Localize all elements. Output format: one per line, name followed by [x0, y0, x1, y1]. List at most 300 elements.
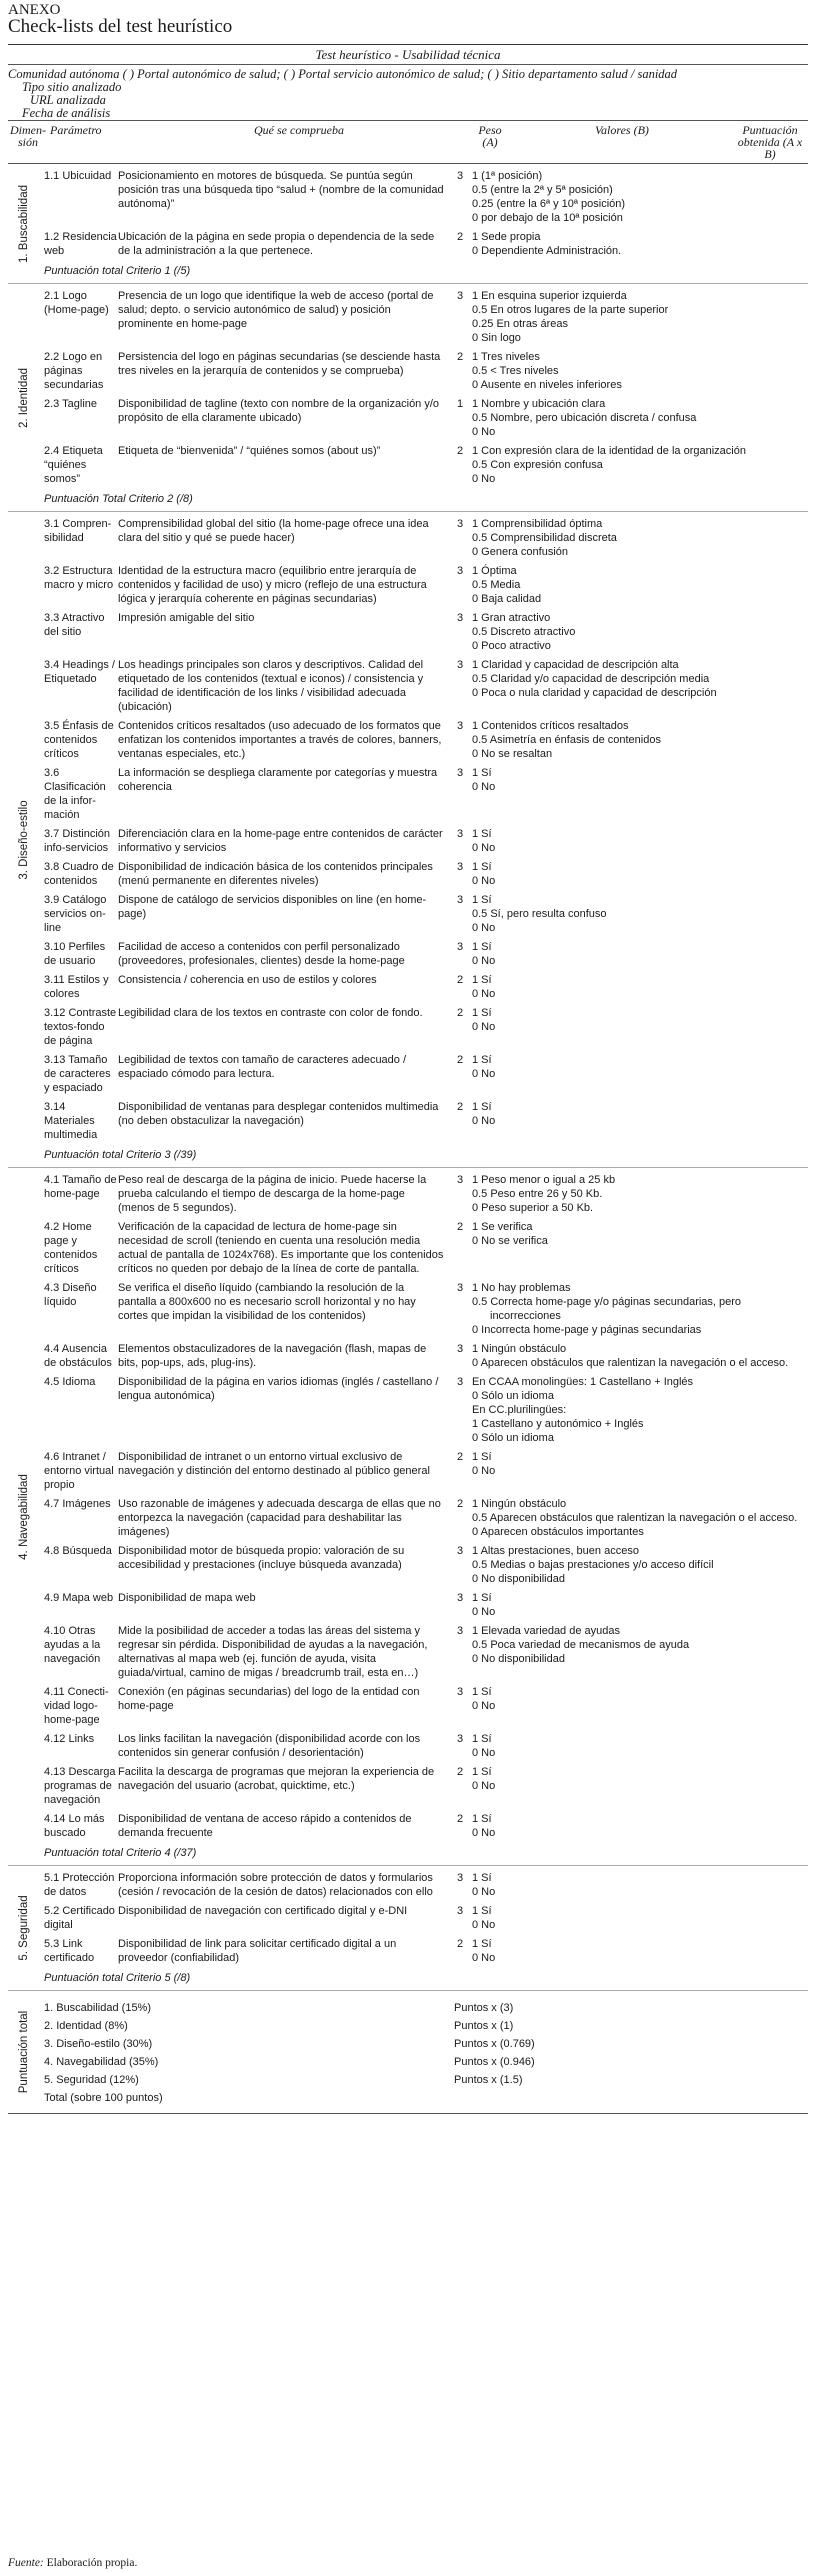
parametro-cell: 3.10 Perfiles de usuario: [44, 941, 106, 967]
que-cell: Impresión amigable del sitio: [118, 612, 255, 624]
criterion-body: [40, 284, 808, 511]
totals-body: [40, 1991, 808, 2113]
valor-line: 0.25 En otras áreas: [472, 318, 569, 330]
valor-line: 1 Tres niveles: [472, 351, 540, 363]
valor-line: 0 No: [472, 1606, 496, 1618]
total-label: 5. Seguridad (12%): [44, 2074, 139, 2086]
total-row: [40, 1999, 808, 2017]
que-cell: Los links facilitan la navegación (disponibilidad acorde con los contenidos sin generar confusión / desorientación): [118, 1733, 421, 1759]
table-row: [40, 1370, 808, 1445]
valor-line: 0 No: [472, 1747, 496, 1759]
valor-line: 1 Sí: [472, 1905, 492, 1917]
valores-cell: [468, 169, 808, 225]
criterion-section: [8, 284, 808, 512]
parametro-cell: 3.8 Cuadro de contenidos: [44, 861, 114, 887]
table-row: [40, 439, 808, 486]
valores-cell: [468, 1342, 808, 1370]
valor-line: 0 Genera confusión: [472, 546, 569, 558]
valor-line: 0 Dependiente Administración.: [472, 245, 622, 257]
valor-line: 0.5 Comprensibilidad discreta: [472, 532, 617, 544]
parametro-cell: 4.7 Imágenes: [44, 1498, 111, 1510]
valor-line: 0.5 Asimetría en énfasis de contenidos: [472, 734, 661, 746]
valor-line: 1 En esquina superior izquierda: [472, 290, 627, 302]
dimension-label: Puntuación total: [18, 2010, 30, 2094]
source-label: Fuente:: [8, 2557, 44, 2569]
parametro-cell: 3.13 Tamaño de caracteres y espaciado: [44, 1054, 111, 1094]
que-cell: Disponibilidad de intranet o un entorno virtual exclusivo de navegación y distinción del entorno destinado al público general: [118, 1451, 430, 1477]
parametro-cell: 4.8 Búsqueda: [44, 1545, 112, 1557]
parametro-cell: 2.4 Etiqueta “quiénes somos”: [44, 445, 103, 485]
total-value: Puntos x (0.946): [454, 2056, 535, 2068]
que-cell: Legibilidad clara de los textos en contraste con color de fondo.: [118, 1007, 423, 1019]
valor-line: 1 Sede propia: [472, 231, 541, 243]
peso-cell: 3: [456, 565, 464, 577]
table-row: [40, 345, 808, 392]
table-row: [40, 1276, 808, 1337]
valor-line: 0 No disponibilidad: [472, 1573, 565, 1585]
total-value: Puntos x (1): [454, 2020, 514, 2032]
table-row: [40, 1619, 808, 1680]
table-row: [40, 935, 808, 968]
header-parametro: Parámetro: [50, 123, 102, 137]
total-final-row: [40, 2089, 808, 2107]
table-row: [40, 559, 808, 606]
valor-line: 0 Ausente en niveles inferiores: [472, 379, 622, 391]
table-row: [40, 1001, 808, 1048]
table-row: [40, 1866, 808, 1899]
parametro-cell: 1.1 Ubicuidad: [44, 170, 112, 182]
que-cell: La información se despliega claramente por categorías y muestra coherencia: [118, 767, 438, 793]
peso-cell: 2: [456, 1221, 464, 1233]
parametro-cell: 5.2 Certificado digital: [44, 1905, 115, 1931]
valor-line: 0 No: [472, 426, 496, 438]
peso-cell: 3: [456, 1545, 464, 1557]
valor-line: 1 Se verifica: [472, 1221, 533, 1233]
table-row: [40, 1932, 808, 1965]
que-cell: Disponibilidad motor de búsqueda propio: valoración de su accesibilidad y prestaciones (incluye búsqueda avanzada): [118, 1545, 405, 1571]
parametro-cell: 3.2 Estructura macro y micro: [44, 565, 114, 591]
dimension-label: [8, 1866, 40, 1990]
valores-cell: [468, 860, 808, 888]
valor-line: 0 No: [472, 988, 496, 1000]
peso-cell: 3: [456, 518, 464, 530]
analysis-fields: [8, 65, 808, 120]
valor-line: 0.5 Peso entre 26 y 50 Kb.: [472, 1188, 603, 1200]
peso-cell: 2: [456, 1813, 464, 1825]
parametro-cell: 4.5 Idioma: [44, 1376, 96, 1388]
que-cell: Disponibilidad de indicación básica de los contenidos principales (menú permanente en diferentes niveles): [118, 861, 433, 887]
valor-line: 0 No disponibilidad: [472, 1653, 565, 1665]
valor-line: 1 Altas prestaciones, buen acceso: [472, 1545, 639, 1557]
valor-line: 1 Sí: [472, 894, 492, 906]
valor-line: 1 Ningún obstáculo: [472, 1498, 567, 1510]
table-row: [40, 284, 808, 345]
annex-label: ANEXO: [8, 2, 61, 18]
total-value: Puntos x (1.5): [454, 2074, 523, 2086]
que-cell: Persistencia del logo en páginas secundarias (se desciende hasta tres niveles en la jerarquía de contenidos y se comprueba): [118, 351, 441, 377]
valor-line: 0 No: [472, 1465, 496, 1477]
valores-cell: [468, 230, 808, 258]
valores-cell: [468, 397, 808, 439]
que-cell: Disponibilidad de tagline (texto con nombre de la organización y/o propósito de ella claramente ubicado): [118, 398, 440, 424]
table-row: [40, 968, 808, 1001]
table-row: [40, 512, 808, 559]
dimension-text: 4. Navegabilidad: [18, 1473, 30, 1560]
dimension-text: 1. Buscabilidad: [18, 184, 30, 263]
valores-cell: [468, 1544, 808, 1586]
dimension-label: [8, 284, 40, 511]
valor-line: 0.5 Aparecen obstáculos que ralentizan la navegación o el acceso.: [472, 1512, 798, 1524]
table-row: [40, 653, 808, 714]
table-row: [40, 1807, 808, 1840]
total-label: 4. Navegabilidad (35%): [44, 2056, 159, 2068]
valor-line: 0.5 Media: [472, 579, 521, 591]
table-row: [40, 1727, 808, 1760]
que-cell: Disponibilidad de link para solicitar certificado digital a un proveedor (confiabilidad): [118, 1938, 397, 1964]
table-row: [40, 1680, 808, 1727]
valor-line: 0 Sólo un idioma: [472, 1390, 554, 1402]
valor-line: 1 Peso menor o igual a 25 kb: [472, 1174, 616, 1186]
valor-line: 1 Sí: [472, 941, 492, 953]
peso-cell: 3: [456, 170, 464, 182]
criteria-list: [8, 164, 808, 1991]
valor-line: 1 Ningún obstáculo: [472, 1343, 567, 1355]
total-label: 2. Identidad (8%): [44, 2020, 128, 2032]
valor-line: 0 No: [472, 842, 496, 854]
peso-cell: 1: [456, 398, 464, 410]
que-cell: Peso real de descarga de la página de inicio. Puede hacerse la prueba calculando el tiempo de descarga de la home-page (menos de 5 segundos).: [118, 1174, 427, 1214]
que-cell: Etiqueta de “bienvenida” / “quiénes somos (about us)”: [118, 445, 381, 457]
valor-line: 0 Poco atractivo: [472, 640, 551, 652]
field-tipo-sitio: Tipo sitio analizado: [22, 80, 122, 94]
valores-cell: [468, 1765, 808, 1807]
header-peso: Peso (A): [478, 123, 502, 149]
que-cell: Los headings principales son claros y descriptivos. Calidad del etiquetado de los contenidos (textual e iconos) / consistencia y facilidad de identificación de los links / visibilidad adecuada (ubicación): [118, 659, 424, 713]
valor-line: 0 Poca o nula claridad y capacidad de descripción: [472, 687, 717, 699]
peso-cell: 3: [456, 612, 464, 624]
valor-line: 1 Óptima: [472, 565, 517, 577]
parametro-cell: 3.6 Clasificación de la infor-mación: [44, 767, 106, 821]
valor-line: 1 Elevada variedad de ayudas: [472, 1625, 620, 1637]
valor-line: 0 Sólo un idioma: [472, 1432, 554, 1444]
peso-cell: 3: [456, 861, 464, 873]
peso-cell: 3: [456, 941, 464, 953]
valor-line: 0 No: [472, 1021, 496, 1033]
valores-cell: [468, 1006, 808, 1048]
que-cell: Identidad de la estructura macro (equilibrio entre jerarquía de contenidos y facilidad de uso) y micro (reflejo de una estructura lógica y jerarquía coherente en páginas secundarias): [118, 565, 427, 605]
parametro-cell: 4.10 Otras ayudas a la navegación: [44, 1625, 101, 1665]
table-row: [40, 1586, 808, 1619]
criterion-total: Puntuación Total Criterio 2 (/8): [44, 493, 193, 505]
table-row: [40, 822, 808, 855]
valor-line: 1 Sí: [472, 1766, 492, 1778]
total-label: 1. Buscabilidad (15%): [44, 2002, 152, 2014]
valores-cell: [468, 611, 808, 653]
criterion-total: Puntuación total Criterio 3 (/39): [44, 1149, 197, 1161]
parametro-cell: 3.5 Énfasis de contenidos críticos: [44, 720, 114, 760]
parametro-cell: 3.3 Atractivo del sitio: [44, 612, 105, 638]
header-puntuacion: Puntuación obtenida (A x B): [737, 123, 803, 161]
valor-line: 1 Con expresión clara de la identidad de la organización: [472, 445, 746, 457]
header-valores: Valores (B): [595, 123, 649, 137]
valores-cell: [468, 719, 808, 761]
que-cell: Legibilidad de textos con tamaño de caracteres adecuado / espaciado cómodo para lectura.: [118, 1054, 407, 1080]
valor-line: 0.5 Claridad y/o capacidad de descripción media: [472, 673, 710, 685]
peso-cell: 3: [456, 1625, 464, 1637]
criterion-body: [40, 512, 808, 1167]
valores-cell: [468, 1732, 808, 1760]
parametro-cell: 4.1 Tamaño de home-page: [44, 1174, 117, 1200]
valor-line: 0 No: [472, 781, 496, 793]
peso-cell: 2: [456, 351, 464, 363]
table-row: [40, 1168, 808, 1215]
valor-line: 1 Sí: [472, 1686, 492, 1698]
total-value: Puntos x (0.769): [454, 2038, 535, 2050]
valor-line: 0 No: [472, 1068, 496, 1080]
parametro-cell: 4.6 Intranet / entorno virtual propio: [44, 1451, 114, 1491]
parametro-cell: 3.4 Headings / Etiquetado: [44, 659, 115, 685]
valor-line: 1 Castellano y autonómico + Inglés: [472, 1418, 644, 1430]
valor-line: 0 Sin logo: [472, 332, 521, 344]
valor-line: 1 Sí: [472, 1451, 492, 1463]
parametro-cell: 3.7 Distinción info-servicios: [44, 828, 111, 854]
table-row: [40, 392, 808, 439]
total-label: 3. Diseño-estilo (30%): [44, 2038, 153, 2050]
parametro-cell: 1.2 Residencia web: [44, 231, 117, 257]
valores-cell: [468, 893, 808, 935]
valores-cell: [468, 1624, 808, 1680]
table-row: [40, 888, 808, 935]
que-cell: Posicionamiento en motores de búsqueda. Se puntúa según posición tras una búsqueda tipo “salud + (nombre de la comunidad autónoma)”: [118, 170, 444, 210]
valor-line: 0 No: [472, 922, 496, 934]
que-cell: Disponibilidad de mapa web: [118, 1592, 256, 1604]
parametro-cell: 5.1 Protección de datos: [44, 1872, 115, 1898]
valor-line: 1 Comprensibilidad óptima: [472, 518, 603, 530]
checklist-sheet: [8, 46, 808, 2114]
total-row: [40, 2071, 808, 2089]
peso-cell: 2: [456, 1766, 464, 1778]
valor-line: 0.5 Sí, pero resulta confuso: [472, 908, 607, 920]
valor-line: 0 No: [472, 1952, 496, 1964]
valores-cell: [468, 658, 808, 714]
parametro-cell: 4.11 Conecti-vidad logo-home-page: [44, 1686, 109, 1726]
valor-line: 0 Aparecen obstáculos que ralentizan la navegación o el acceso.: [472, 1357, 789, 1369]
table-row: [40, 164, 808, 225]
que-cell: Verificación de la capacidad de lectura de home-page sin necesidad de scroll (teniendo en cuenta una resolución media actual de pantalla de 1024x768). Es importante que los contenidos críticos no queden por debajo de la línea de corte de pantalla.: [118, 1221, 444, 1275]
peso-cell: 3: [456, 1282, 464, 1294]
valores-cell: [468, 1812, 808, 1840]
valor-line: 0.5 (entre la 2ª y 5ª posición): [472, 184, 613, 196]
source-note: [8, 2557, 137, 2569]
header-que: Qué se comprueba: [254, 123, 344, 137]
dimension-text: 2. Identidad: [18, 367, 30, 428]
valores-cell: [468, 517, 808, 559]
dimension-label: [8, 1168, 40, 1865]
parametro-cell: 2.2 Logo en páginas secundarias: [44, 351, 104, 391]
que-cell: Mide la posibilidad de acceder a todas las áreas del sistema y regresar sin pérdida. Disponibilidad de ayudas a la navegación, alternativas al mapa web (ej. función de ayuda, visita guiada/virtual, camino de migas / breadcrumb trail, esta en…): [118, 1625, 428, 1679]
valor-line: 1 Sí: [472, 1054, 492, 1066]
table-row: [40, 1445, 808, 1492]
valor-line: 1 Contenidos críticos resaltados: [472, 720, 629, 732]
dimension-text: 5. Seguridad: [18, 1895, 30, 1961]
valores-cell: [468, 940, 808, 968]
valor-line: 1 Claridad y capacidad de descripción alta: [472, 659, 679, 671]
header-dimension: Dimen-sión: [10, 123, 46, 149]
total-row: [40, 2035, 808, 2053]
valor-line: En CC.plurilingües:: [472, 1404, 567, 1416]
source-text: Elaboración propia.: [46, 2557, 138, 2569]
valores-cell: [468, 1220, 808, 1276]
valor-line: 0 Incorrecta home-page y páginas secundarias: [472, 1324, 702, 1336]
valor-line: 0 No: [472, 1780, 496, 1792]
valor-line: 1 Sí: [472, 1733, 492, 1745]
criterion-total: Puntuación total Criterio 1 (/5): [44, 265, 191, 277]
field-fecha: Fecha de análisis: [22, 106, 111, 120]
peso-cell: 3: [456, 828, 464, 840]
valor-line: 0 No: [472, 1919, 496, 1931]
valores-cell: [468, 289, 808, 345]
peso-cell: 3: [456, 1905, 464, 1917]
valor-line: 0 Peso superior a 50 Kb.: [472, 1202, 594, 1214]
total-section: [8, 1991, 808, 2114]
valor-line: 0 No: [472, 473, 496, 485]
que-cell: Se verifica el diseño líquido (cambiando la resolución de la pantalla a 800x600 no es necesario scroll horizontal y no hay cortes que impidan la visibilidad de los contenidos): [118, 1282, 416, 1322]
valor-line: 0 No se verifica: [472, 1235, 548, 1247]
parametro-cell: 3.14 Materiales multimedia: [44, 1101, 98, 1141]
parametro-cell: 4.12 Links: [44, 1733, 95, 1745]
valor-line: 1 Sí: [472, 767, 492, 779]
valor-line: 1 No hay problemas: [472, 1282, 571, 1294]
valor-line: 0.5 Con expresión confusa: [472, 459, 603, 471]
criterion-section: [8, 512, 808, 1168]
table-row: [40, 1215, 808, 1276]
valor-line: 1 Sí: [472, 1813, 492, 1825]
valores-cell: [468, 766, 808, 822]
table-row: [40, 1492, 808, 1539]
valor-line: 0 Baja calidad: [472, 593, 542, 605]
criterion-body: [40, 1866, 808, 1990]
parametro-cell: 3.9 Catálogo servicios on-line: [44, 894, 107, 934]
peso-cell: 2: [456, 1101, 464, 1113]
valores-cell: [468, 564, 808, 606]
peso-cell: 3: [456, 1686, 464, 1698]
valor-line: 0 No: [472, 1886, 496, 1898]
peso-cell: 2: [456, 1054, 464, 1066]
table-row: [40, 1337, 808, 1370]
table-row: [40, 225, 808, 258]
criterion-body: [40, 1168, 808, 1865]
parametro-cell: 4.14 Lo más buscado: [44, 1813, 105, 1839]
que-cell: Facilidad de acceso a contenidos con perfil personalizado (proveedores, profesionales, clientes) desde la home-page: [118, 941, 405, 967]
valor-line: 1 Sí: [472, 1101, 492, 1113]
parametro-cell: 4.13 Descarga programas de navegación: [44, 1766, 116, 1806]
que-cell: Comprensibilidad global del sitio (la home-page ofrece una idea clara del sitio y qué se puede hacer): [118, 518, 429, 544]
field-url: URL analizada: [30, 93, 106, 107]
field-comunidad: Comunidad autónoma ( ) Portal autonómico de salud; ( ) Portal servicio autonómico de salud; ( ) Sitio departamento salud / sanidad: [8, 67, 678, 81]
que-cell: Consistencia / coherencia en uso de estilos y colores: [118, 974, 377, 986]
que-cell: Disponibilidad de ventanas para desplegar contenidos multimedia (no deben obstaculizar la navegación): [118, 1101, 439, 1127]
valor-line: 0 No: [472, 875, 496, 887]
parametro-cell: 4.3 Diseño líquido: [44, 1282, 97, 1308]
valores-cell: [468, 1591, 808, 1619]
criterion-total: Puntuación total Criterio 4 (/37): [44, 1847, 197, 1859]
parametro-cell: 4.9 Mapa web: [44, 1592, 114, 1604]
valores-cell: [468, 444, 808, 486]
peso-cell: 2: [456, 974, 464, 986]
valores-cell: [468, 1100, 808, 1142]
valor-line: En CCAA monolingües: 1 Castellano + Inglés: [472, 1376, 694, 1388]
valor-line: 1 Nombre y ubicación clara: [472, 398, 606, 410]
que-cell: Disponibilidad de la página en varios idiomas (inglés / castellano / lengua autonómica): [118, 1376, 439, 1402]
valores-cell: [468, 1053, 808, 1095]
parametro-cell: 3.1 Compren-sibilidad: [44, 518, 112, 544]
total-row: [40, 2017, 808, 2035]
valor-line: 0.5 Nombre, pero ubicación discreta / confusa: [472, 412, 697, 424]
valor-line: 0 No: [472, 955, 496, 967]
valor-line: 0 No: [472, 1827, 496, 1839]
table-row: [40, 714, 808, 761]
valor-line: 1 Sí: [472, 1592, 492, 1604]
page-title: Check-lists del test heurístico: [8, 16, 233, 37]
peso-cell: 3: [456, 1376, 464, 1388]
valores-cell: [468, 1937, 808, 1965]
dimension-text: 3. Diseño-estilo: [18, 799, 30, 880]
valor-line: 0.5 < Tres niveles: [472, 365, 559, 377]
dimension-label: [8, 164, 40, 283]
valor-line: 1 Sí: [472, 1938, 492, 1950]
valores-cell: [468, 1281, 808, 1337]
table-row: [40, 606, 808, 653]
que-cell: Diferenciación clara en la home-page entre contenidos de carácter informativo y servicios: [118, 828, 443, 854]
peso-cell: 3: [456, 894, 464, 906]
que-cell: Ubicación de la página en sede propia o dependencia de la sede de la administración a la que pertenece.: [118, 231, 435, 257]
table-row: [40, 761, 808, 822]
valores-cell: [468, 1685, 808, 1727]
peso-cell: 3: [456, 1592, 464, 1604]
valor-line: 1 Sí: [472, 1007, 492, 1019]
peso-cell: 3: [456, 1343, 464, 1355]
criterion-total: Puntuación total Criterio 5 (/8): [44, 1972, 191, 1984]
que-cell: Proporciona información sobre protección de datos y formularios (cesión / revocación de la cesión de datos) relacionados con ello: [118, 1872, 433, 1898]
valor-line: 0.5 Medias o bajas prestaciones y/o acceso difícil: [472, 1559, 714, 1571]
valor-line: 0 Aparecen obstáculos importantes: [472, 1526, 644, 1538]
criterion-section: [8, 164, 808, 284]
valores-cell: [468, 350, 808, 392]
peso-cell: 2: [456, 445, 464, 457]
peso-cell: 2: [456, 1451, 464, 1463]
parametro-cell: 3.12 Contraste textos-fondo de página: [44, 1007, 117, 1047]
valores-cell: [468, 1904, 808, 1932]
table-row: [40, 855, 808, 888]
valor-line: 1 Sí: [472, 828, 492, 840]
valores-cell: [468, 1497, 808, 1539]
valor-line: 0 por debajo de la 10ª posición: [472, 212, 623, 224]
valor-line: 0 No: [472, 1115, 496, 1127]
que-cell: Conexión (en páginas secundarias) del logo de la entidad con home-page: [118, 1686, 420, 1712]
valores-cell: [468, 1450, 808, 1492]
peso-cell: 3: [456, 720, 464, 732]
table-row: [40, 1095, 808, 1142]
table-row: [40, 1899, 808, 1932]
parametro-cell: 4.4 Ausencia de obstáculos: [44, 1343, 112, 1369]
peso-cell: 2: [456, 231, 464, 243]
peso-cell: 3: [456, 659, 464, 671]
peso-cell: 3: [456, 290, 464, 302]
total-row: [40, 2053, 808, 2071]
dimension-label: [8, 512, 40, 1167]
parametro-cell: 5.3 Link certificado: [44, 1938, 95, 1964]
parametro-cell: 2.3 Tagline: [44, 398, 98, 410]
